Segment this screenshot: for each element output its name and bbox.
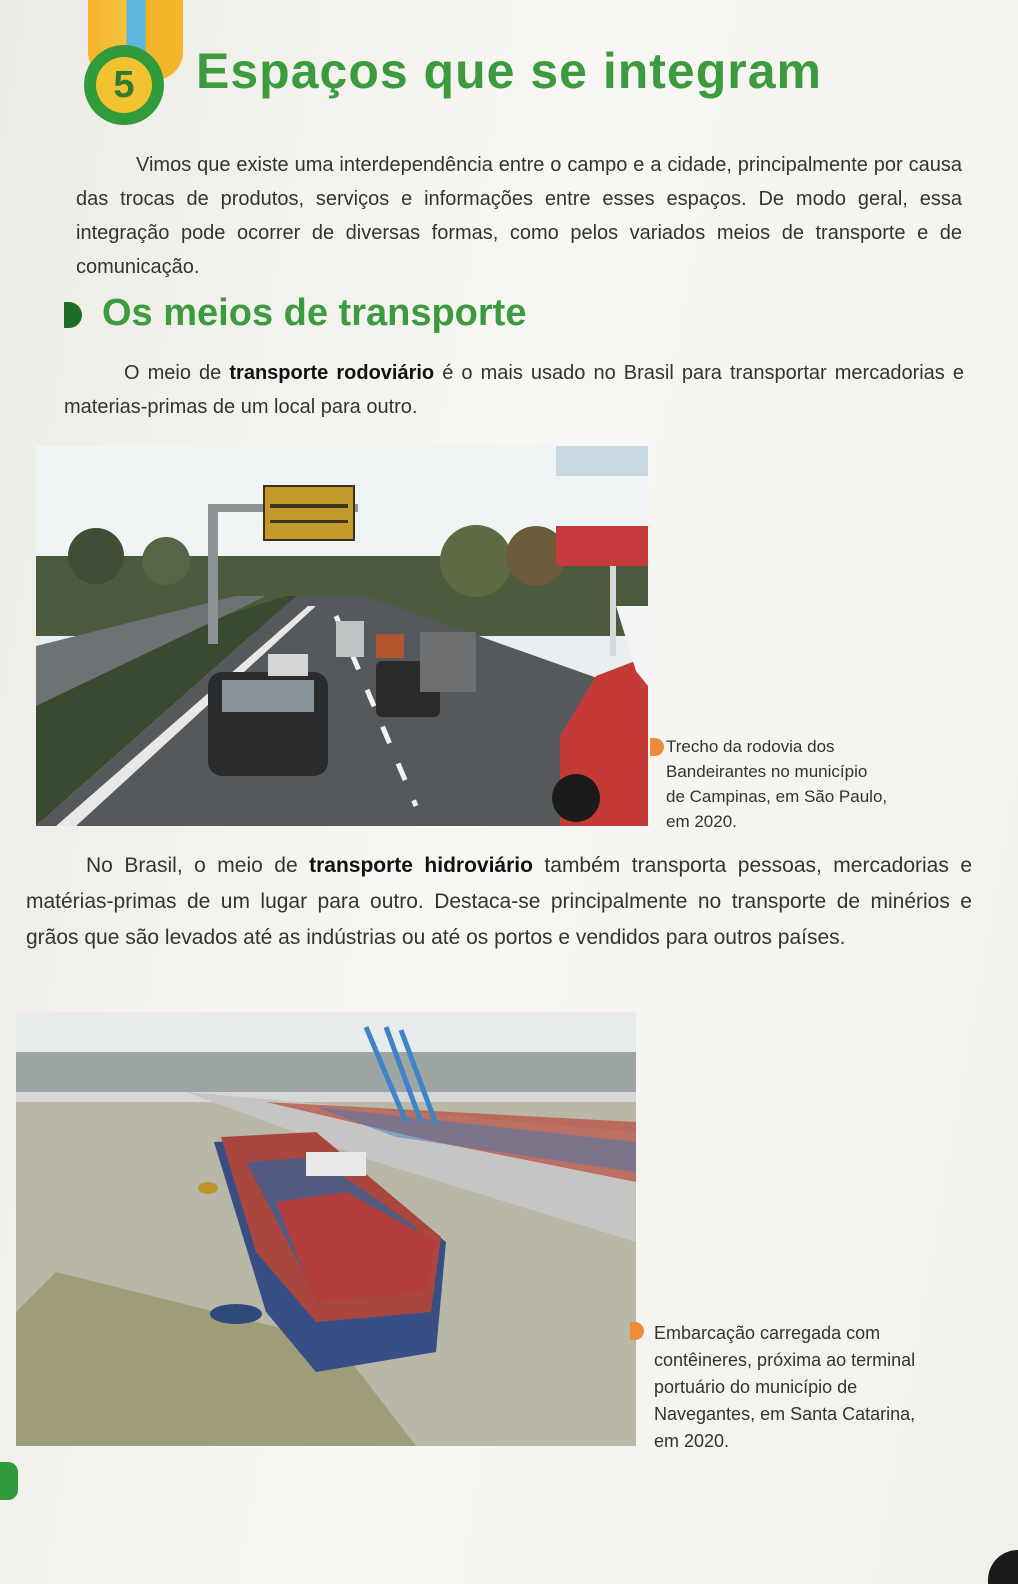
highway-photo <box>36 446 648 826</box>
water-text-before: No Brasil, o meio de <box>86 854 310 877</box>
road-text-after: é o mais usado no Brasil para transportar mercadorias e materias-primas de um local para outro. <box>64 362 964 418</box>
road-text-before: O meio de <box>124 362 230 384</box>
ship-caption: Embarcação carregada com contêineres, próxima ao terminal portuário do município de Navegantes, em Santa Catarina, em 2020. <box>654 1323 916 1451</box>
intro-text: Vimos que existe uma interdependência entre o campo e a cidade, principalmente por causa das trocas de produtos, serviços e informações entre esses espaços. De modo geral, essa integração pode ocorrer de diversas formas, como pelos variados meios de transporte e de comunicação. <box>76 154 962 278</box>
chapter-number-badge <box>84 45 164 125</box>
water-text-bold: transporte hidroviário <box>309 854 533 877</box>
page-number-tab <box>0 1462 18 1500</box>
water-paragraph <box>26 848 972 956</box>
highway-caption: Trecho da rodovia dos Bandeirantes no município de Campinas, em São Paulo, em 2020. <box>666 737 888 831</box>
intro-paragraph <box>76 148 962 284</box>
ship-photo <box>16 1012 636 1446</box>
section-title: Os meios de transporte <box>102 292 527 334</box>
water-text-after: também transporta pessoas, mercadorias e matérias-primas de um lugar para outro. Destaca-se principalmente no transporte de minérios e grãos que são levados até as indústrias ou até os portos e vendidos para outros países. <box>26 854 972 949</box>
road-text-bold: transporte rodoviário <box>229 362 435 384</box>
road-paragraph <box>64 356 964 424</box>
chapter-number: 5 <box>96 57 152 113</box>
chapter-title: Espaços que se integram <box>196 43 823 99</box>
